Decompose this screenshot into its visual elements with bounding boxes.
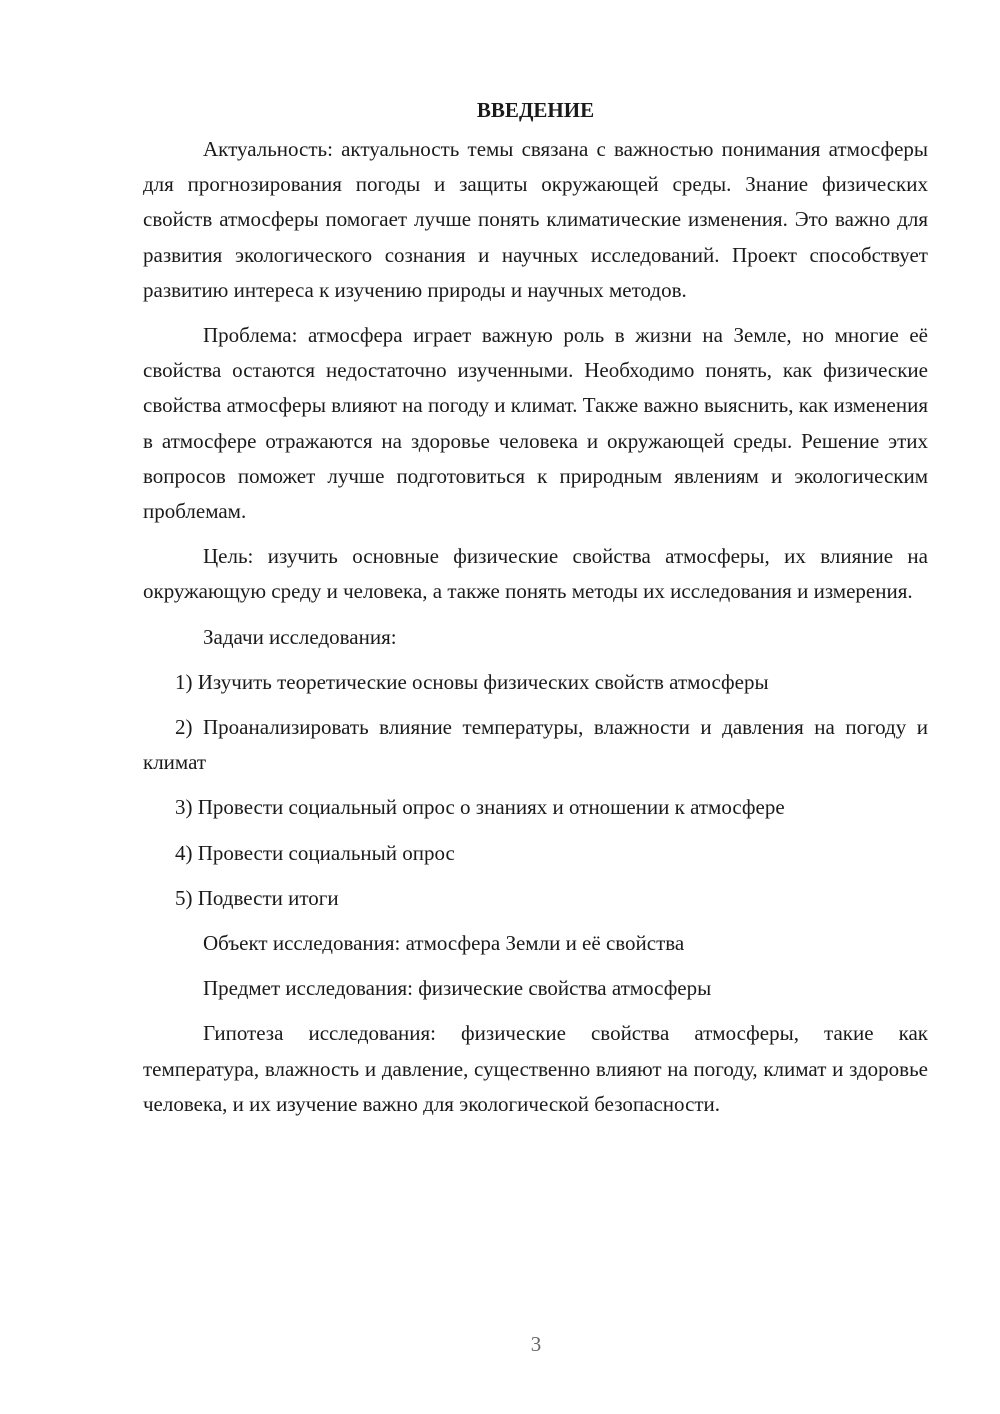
task-item-3: 3) Провести социальный опрос о знаниях и отношении к атмосфере [175, 795, 785, 820]
task-item-4: 4) Провести социальный опрос [175, 840, 455, 865]
task-item-5: 5) Подвести итоги [175, 885, 339, 910]
task-item-2: 2) Проанализировать влияние температуры, влажности и давления на погоду и климат [143, 715, 928, 775]
paragraph-relevance: Актуальность: актуальность темы связана с важностью понимания атмосферы для прогнозирования погоды и защиты окружающей среды. Знание физических свойств атмосферы помогает лучше понять климатические изменения. Это важно для развития экологического сознания и научных исследований. Проект способствует развитию интереса к изучению природы и научных методов. [143, 137, 928, 302]
document-page [143, 92, 928, 1132]
tasks-heading: Задачи исследования: [203, 624, 397, 649]
paragraph-hypothesis: Гипотеза исследования: физические свойства атмосферы, такие как температура, влажность и давление, существенно влияют на погоду, климат и здоровье человека, и их изучение важно для экологической безопасности. [143, 1021, 928, 1116]
paragraph-subject: Предмет исследования: физические свойства атмосферы [203, 976, 712, 1001]
paragraph-goal: Цель: изучить основные физические свойства атмосферы, их влияние на окружающую среду и человека, а также понять методы их исследования и измерения. [143, 544, 928, 604]
paragraph-problem: Проблема: атмосфера играет важную роль в жизни на Земле, но многие её свойства остаются недостаточно изученными. Необходимо понять, как физические свойства атмосферы влияют на погоду и климат. Также важно выяснить, как изменения в атмосфере отражаются на здоровье человека и окружающей среды. Решение этих вопросов поможет лучше подготовиться к природным явлениям и экологическим проблемам. [143, 323, 928, 524]
paragraph-object: Объект исследования: атмосфера Земли и её свойства [203, 931, 685, 956]
page-number: 3 [530, 1332, 542, 1356]
page-title: ВВЕДЕНИЕ [476, 98, 595, 122]
task-item-1: 1) Изучить теоретические основы физических свойств атмосферы [175, 669, 769, 694]
